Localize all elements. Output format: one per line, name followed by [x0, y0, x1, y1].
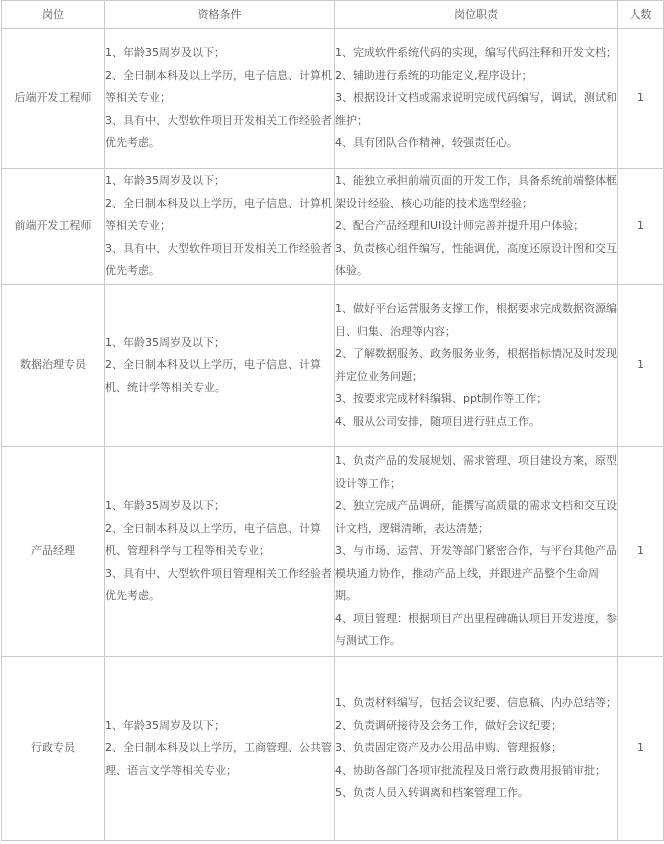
requirement-line: 2、全日制本科及以上学历，工商管理、公共管理、语言文学等相关专业；	[105, 741, 332, 777]
duties-cell	[335, 285, 618, 447]
duty-line: 2、了解数据服务、政务服务业务，根据指标情况及时发现并定位业务问题；	[335, 347, 617, 383]
requirement-line: 2、全日制本科及以上学历，电子信息、计算机等相关专业；	[105, 68, 332, 105]
count-cell: 1	[618, 657, 664, 841]
duty-line: 3、负责固定资产及办公用品申购、管理报修；	[335, 741, 562, 755]
job-table	[1, 0, 664, 841]
count-cell: 1	[618, 447, 664, 657]
table-row	[2, 657, 664, 841]
duty-line: 1、完成软件系统代码的实现，编写代码注释和开发文档；	[335, 46, 617, 60]
duty-line: 4、服从公司安排，随项目进行驻点工作。	[335, 414, 540, 428]
requirement-line: 2、全日制本科及以上学历，电子信息、计算机、管理科学与工程等相关专业；	[105, 521, 321, 558]
table-row	[2, 285, 664, 447]
count-cell: 1	[618, 29, 664, 169]
table-row	[2, 29, 664, 169]
requirements-cell	[105, 285, 335, 447]
requirement-line: 3、具有中、大型软件项目开发相关工作经验者优先考虑。	[105, 113, 332, 150]
position-cell: 产品经理	[2, 447, 105, 657]
duty-line: 1、负责材料编写，包括会议纪要、信息稿、内办总结等；	[335, 696, 617, 710]
header-duties: 岗位职责	[335, 1, 618, 29]
requirement-line: 2、全日制本科及以上学历，电子信息、计算机、统计学等相关专业。	[105, 358, 321, 394]
duty-line: 3、根据设计文档或需求说明完成代码编写，调试，测试和维护；	[335, 91, 617, 127]
count-cell: 1	[618, 285, 664, 447]
duty-line: 2、独立完成产品调研，能撰写高质量的需求文档和交互设计文档，逻辑清晰，表达清楚；	[335, 499, 617, 535]
table-row	[2, 169, 664, 285]
duty-line: 4、协助各部门各项审批流程及日常行政费用报销审批；	[335, 763, 606, 777]
requirement-line: 1、年龄35周岁及以下；	[105, 46, 225, 60]
requirement-line: 1、年龄35周岁及以下；	[105, 174, 225, 188]
duties-cell	[335, 657, 618, 841]
count-cell: 1	[618, 169, 664, 285]
requirement-line: 2、全日制本科及以上学历，电子信息、计算机等相关专业；	[105, 196, 332, 233]
duties-cell	[335, 169, 618, 285]
duty-line: 2、配合产品经理和UI设计师完善并提升用户体验；	[335, 219, 585, 233]
requirements-cell	[105, 447, 335, 657]
requirements-cell	[105, 29, 335, 169]
position-cell: 后端开发工程师	[2, 29, 105, 169]
table-header-row	[2, 1, 664, 29]
requirement-line: 1、年龄35周岁及以下；	[105, 499, 225, 513]
job-table-body	[2, 29, 664, 841]
duty-line: 2、辅助进行系统的功能定义,程序设计；	[335, 68, 533, 82]
requirements-cell	[105, 169, 335, 285]
position-cell: 行政专员	[2, 657, 105, 841]
requirement-line: 3、具有中、大型软件项目开发相关工作经验者优先考虑。	[105, 241, 332, 278]
table-row	[2, 447, 664, 657]
duties-cell	[335, 29, 618, 169]
header-count: 人数	[618, 1, 664, 29]
header-position: 岗位	[2, 1, 105, 29]
duty-line: 3、与市场、运营、开发等部门紧密合作，与平台其他产品模块通力协作，推动产品上线，并跟进产品整个生命周期。	[335, 544, 617, 603]
position-cell: 数据治理专员	[2, 285, 105, 447]
header-requirements: 资格条件	[105, 1, 335, 29]
duty-line: 2、负责调研接待及会务工作，做好会议纪要；	[335, 718, 562, 732]
duties-cell	[335, 447, 618, 657]
duty-line: 4、具有团队合作精神，较强责任心。	[335, 136, 518, 150]
duty-line: 4、项目管理：根据项目产出里程碑确认项目开发进度，参与测试工作。	[335, 611, 617, 648]
requirement-line: 1、年龄35周岁及以下；	[105, 718, 225, 732]
duty-line: 5、负责人员入转调离和档案管理工作。	[335, 786, 529, 800]
duty-line: 3、按要求完成材料编辑、ppt制作等工作；	[335, 392, 548, 405]
position-cell: 前端开发工程师	[2, 169, 105, 285]
requirements-cell	[105, 657, 335, 841]
duty-line: 1、做好平台运营服务支撑工作，根据要求完成数据资源编目、归集、治理等内容；	[335, 302, 617, 338]
duty-line: 1、能独立承担前端页面的开发工作，具备系统前端整体框架设计经验、核心功能的技术选型经验；	[335, 174, 617, 210]
duty-line: 1、负责产品的发展规划、需求管理、项目建设方案，原型设计等工作；	[335, 454, 617, 490]
requirement-line: 3、具有中、大型软件项目管理相关工作经验者优先考虑。	[105, 566, 332, 603]
requirement-line: 1、年龄35周岁及以下；	[105, 335, 225, 349]
duty-line: 3、负责核心组件编写，性能调优，高度还原设计图和交互体验。	[335, 241, 617, 278]
